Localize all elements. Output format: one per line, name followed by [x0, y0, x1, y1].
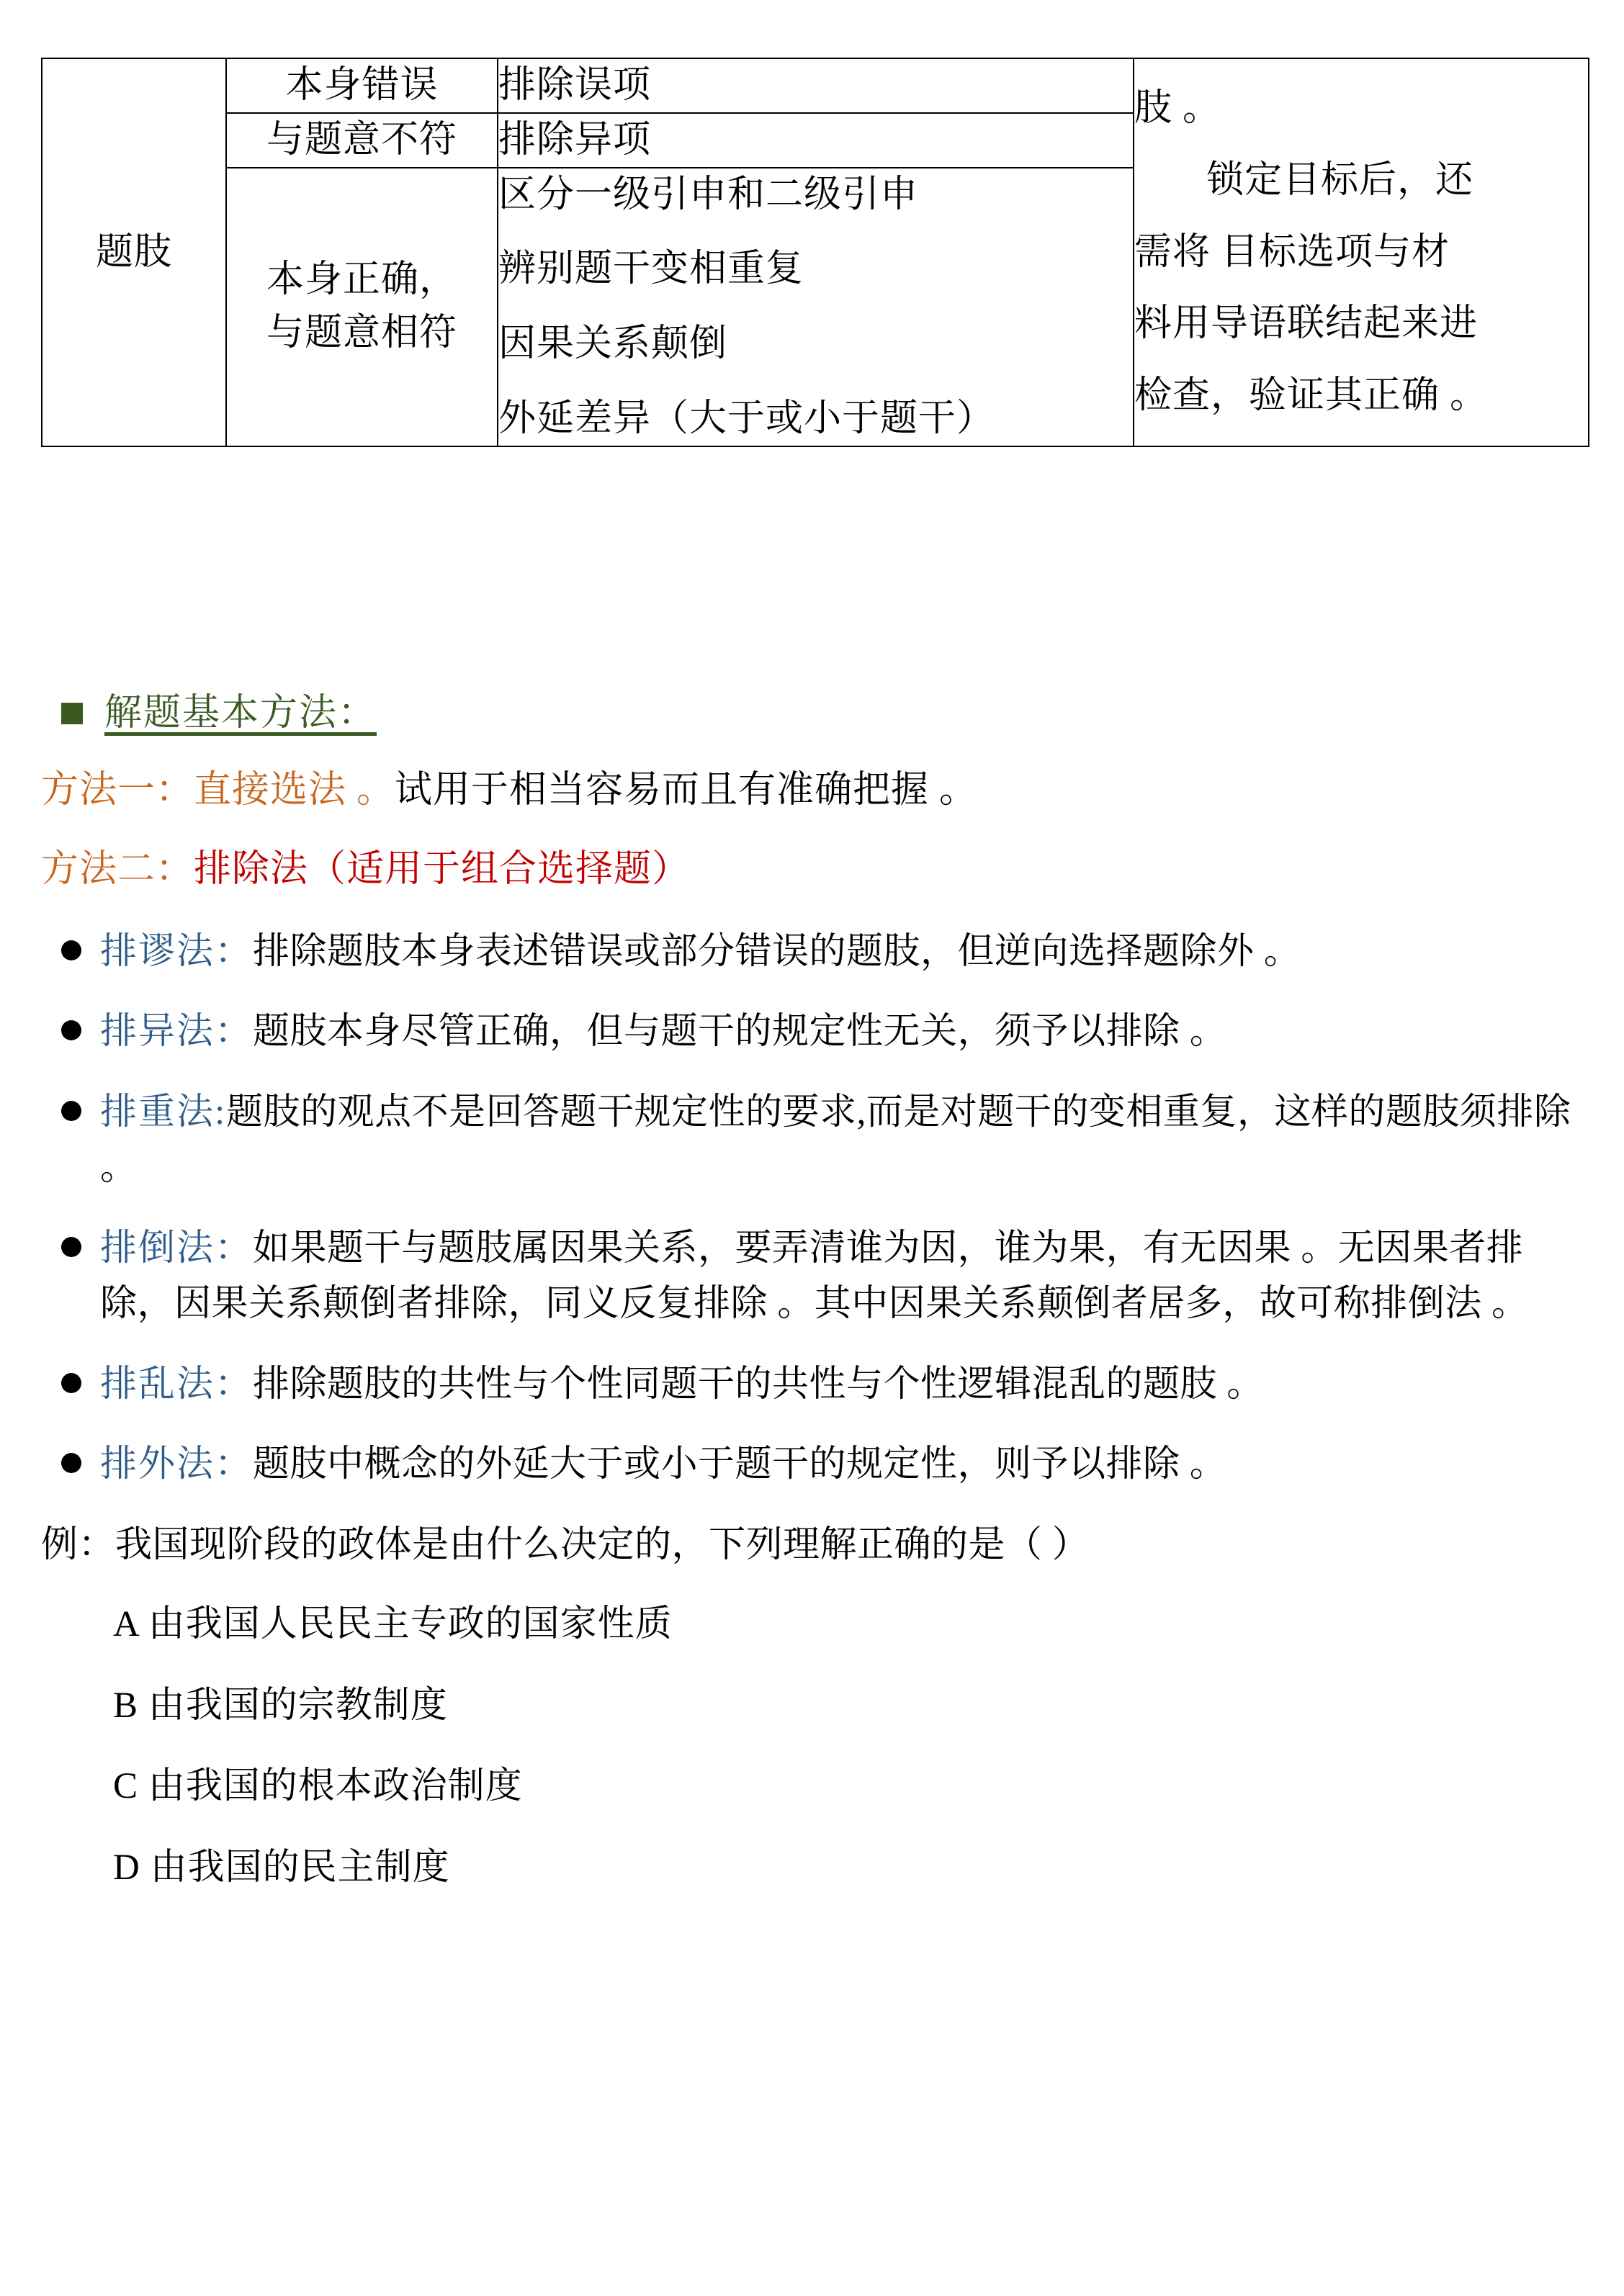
list-item	[41, 1004, 1589, 1061]
table-action-line: 排除误项	[498, 65, 652, 106]
example-stem: 例：我国现阶段的政体是由什么决定的，下列理解正确的是（ ）	[41, 1524, 1090, 1565]
condition-line-1: 本身正确，	[266, 259, 457, 301]
document-body	[41, 691, 1589, 1921]
dot-bullet-icon	[61, 940, 81, 960]
method-one-label: 方法一：直接选法 。	[41, 770, 395, 811]
list-item-body	[100, 1437, 1589, 1493]
list-item-body	[100, 1221, 1589, 1333]
condition-line-2: 与题意相符	[266, 312, 457, 354]
methods-table	[41, 58, 1589, 447]
list-item-label: 排谬法：	[100, 931, 254, 972]
method-one-line	[41, 766, 1589, 815]
method-one-description: 试用于相当容易而且有准确把握 。	[395, 770, 978, 811]
side-note-line-3: 需将 目标选项与材	[1134, 231, 1450, 273]
list-item-text: 题肢的观点不是回答题干规定性的要求,而是对题干的变相重复，这样的题肢须排除 。	[100, 1091, 1571, 1189]
example-option-c: C 由我国的根本政治制度	[113, 1766, 523, 1807]
square-bullet-icon	[61, 703, 83, 724]
example-option-b: B 由我国的宗教制度	[113, 1685, 448, 1726]
list-item	[41, 924, 1589, 981]
side-note-line-5: 检查，验证其正确 。	[1134, 375, 1489, 417]
list-item-body	[100, 924, 1589, 981]
example-option-a: A 由我国人民民主专政的国家性质	[113, 1604, 673, 1645]
list-item-text: 题肢本身尽管正确，但与题干的规定性无关，须予以排除 。	[253, 1012, 1227, 1053]
list-item-label: 排重法:	[100, 1091, 227, 1133]
side-note-line-1: 肢 。	[1134, 87, 1221, 129]
list-item-body	[100, 1004, 1589, 1061]
table-action-line: 因果关系颠倒	[498, 323, 728, 365]
section-heading	[41, 691, 1589, 736]
dot-bullet-icon	[61, 1373, 81, 1393]
side-note-line-4: 料用导语联结起来进	[1134, 303, 1479, 345]
table-action-line: 区分一级引申和二级引申	[498, 174, 919, 215]
table-action-line: 外延差异（大于或小于题干）	[498, 398, 995, 440]
table-cell-action-1	[498, 58, 1134, 113]
table-row	[42, 58, 1589, 113]
list-item	[41, 1221, 1589, 1333]
table-action-line: 排除异项	[498, 119, 652, 161]
section-heading-text: 解题基本方法：	[104, 693, 377, 734]
list-item-text: 排除题肢的共性与个性同题干的共性与个性逻辑混乱的题肢 。	[253, 1364, 1264, 1405]
table-cell-condition-3	[226, 168, 498, 446]
list-item-text: 如果题干与题肢属因果关系，要弄清谁为因，谁为果，有无因果 。无因果者排除，因果关系颠倒者排除，同义反复排除 。其中因果关系颠倒者居多，故可称排倒法 。	[100, 1228, 1529, 1325]
table-cell-action-3	[498, 168, 1134, 446]
method-two-line	[41, 845, 1589, 894]
table-row-label: 题肢	[42, 58, 226, 446]
list-item	[41, 1085, 1589, 1197]
side-note-line-2: 锁定目标后，还	[1206, 159, 1474, 201]
dot-bullet-icon	[61, 1453, 81, 1473]
list-item-body	[100, 1357, 1589, 1413]
dot-bullet-icon	[61, 1020, 81, 1040]
list-item	[41, 1437, 1589, 1493]
list-item-body	[100, 1085, 1589, 1197]
dot-bullet-icon	[61, 1101, 81, 1121]
list-item-text: 排除题肢本身表述错误或部分错误的题肢，但逆向选择题除外 。	[253, 931, 1301, 972]
list-item-text: 题肢中概念的外延大于或小于题干的规定性，则予以排除 。	[253, 1444, 1227, 1485]
example-option-d: D 由我国的民主制度	[113, 1847, 450, 1888]
dot-bullet-icon	[61, 1237, 81, 1257]
list-item-label: 排乱法：	[100, 1364, 254, 1405]
list-item	[41, 1357, 1589, 1413]
table-cell-side-note	[1134, 58, 1589, 446]
table-action-line: 辨别题干变相重复	[498, 248, 804, 290]
methods-table-container	[41, 58, 1588, 447]
list-item-label: 排外法：	[100, 1444, 254, 1485]
list-item-label: 排异法：	[100, 1012, 254, 1053]
table-cell-action-2	[498, 113, 1134, 168]
table-cell-condition-1: 本身错误	[226, 58, 498, 113]
method-two-emphasis: 排除法（适用于组合选择题）	[194, 848, 691, 890]
list-item-label: 排倒法：	[100, 1228, 254, 1269]
table-cell-condition-2: 与题意不符	[226, 113, 498, 168]
method-two-prefix: 方法二：	[41, 848, 194, 890]
